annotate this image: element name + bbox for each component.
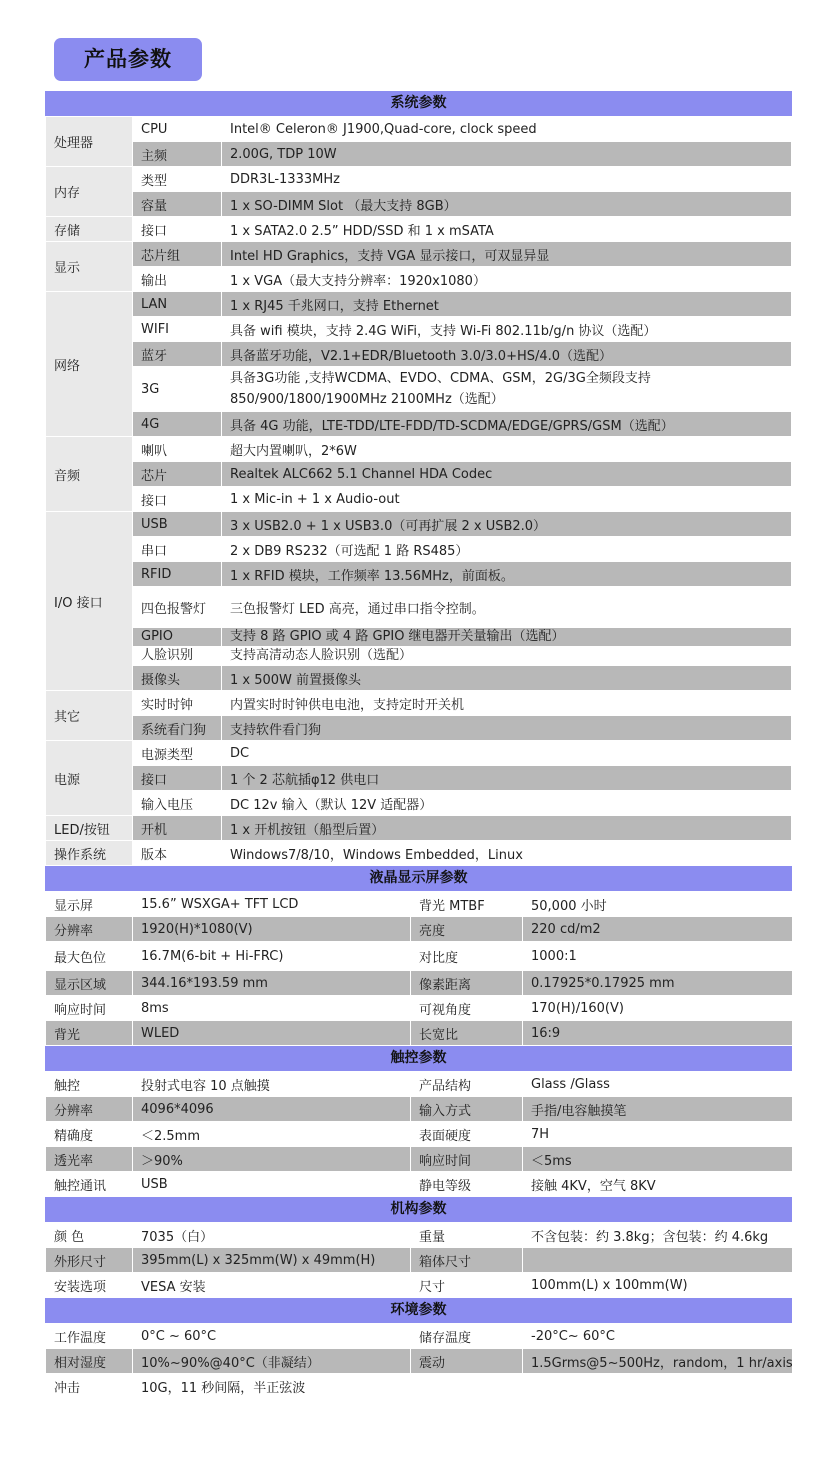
spec-value: 1.5Grms@5~500Hz，random，1 hr/axis (523, 1349, 793, 1374)
spec-key: LAN (133, 292, 222, 317)
spec-key: 相对湿度 (46, 1349, 133, 1374)
lcd-row (46, 942, 793, 971)
spec-value: 具备 4G 功能，LTE-TDD/LTE-FDD/TD-SCDMA/EDGE/GPRS/GSM（选配） (222, 412, 792, 437)
spec-key: 摄像头 (133, 666, 222, 691)
spec-key: 喇叭 (133, 437, 222, 462)
spec-value: 10%~90%@40°C（非凝结） (133, 1349, 411, 1374)
spec-value: 1 x Mic-in + 1 x Audio-out (222, 487, 792, 512)
system-spec-row (46, 691, 792, 716)
spec-value: 1 x SO-DIMM Slot （最大支持 8GB） (222, 192, 792, 217)
system-spec-row (46, 437, 792, 462)
spec-category: 操作系统 (46, 841, 133, 866)
spec-key: 分辨率 (46, 917, 133, 942)
mech-row (46, 1248, 793, 1273)
env-row (46, 1374, 793, 1399)
system-spec-row (46, 192, 792, 217)
system-spec-row (46, 317, 792, 342)
spec-value: Intel® Celeron® J1900,Quad-core, clock speed (222, 117, 792, 142)
touch-row (46, 1147, 793, 1172)
spec-key: 电源类型 (133, 741, 222, 766)
spec-key: 串口 (133, 537, 222, 562)
touch-row (46, 1097, 793, 1122)
system-spec-row (46, 217, 792, 242)
mech-row (46, 1223, 793, 1248)
spec-value: 395mm(L) x 325mm(W) x 49mm(H) (133, 1248, 411, 1273)
spec-key: 外形尺寸 (46, 1248, 133, 1273)
spec-key: 响应时间 (411, 1147, 523, 1172)
spec-key: 3G (133, 367, 222, 412)
spec-key: 最大色位 (46, 942, 133, 971)
spec-category: 显示 (46, 242, 133, 292)
system-spec-row (46, 562, 792, 587)
spec-value: 7H (523, 1122, 793, 1147)
touch-row (46, 1072, 793, 1097)
spec-key: 接口 (133, 487, 222, 512)
spec-value: 内置实时时钟供电电池，支持定时开关机 (222, 691, 792, 716)
env-row (46, 1324, 793, 1349)
system-spec-row (46, 142, 792, 167)
spec-key: 触控 (46, 1072, 133, 1097)
spec-key: 冲击 (46, 1374, 133, 1399)
system-spec-row (46, 292, 792, 317)
spec-key: 人脸识别 (133, 647, 222, 666)
section-header-system: 系统参数 (45, 91, 792, 116)
spec-value: 3 x USB2.0 + 1 x USB3.0（可再扩展 2 x USB2.0） (222, 512, 792, 537)
spec-key: 背光 MTBF (411, 892, 523, 917)
environment-spec-table (45, 1323, 793, 1399)
spec-value: 8ms (133, 996, 411, 1021)
spec-value: 16.7M(6-bit + Hi-FRC) (133, 942, 411, 971)
spec-value: 支持高清动态人脸识别（选配） (222, 647, 792, 666)
spec-value: 344.16*193.59 mm (133, 971, 411, 996)
system-spec-row (46, 487, 792, 512)
spec-value: 具备 wifi 模块，支持 2.4G WiFi，支持 Wi-Fi 802.11b/g/n 协议（选配） (222, 317, 792, 342)
spec-value: 100mm(L) x 100mm(W) (523, 1273, 793, 1298)
system-spec-row (46, 716, 792, 741)
spec-value: 1 x 开机按钮（船型后置） (222, 816, 792, 841)
lcd-row (46, 917, 793, 942)
spec-value: ＜5ms (523, 1147, 793, 1172)
system-spec-row (46, 242, 792, 267)
spec-key: 分辨率 (46, 1097, 133, 1122)
spec-value: 具备蓝牙功能，V2.1+EDR/Bluetooth 3.0/3.0+HS/4.0（选配） (222, 342, 792, 367)
spec-key: 开机 (133, 816, 222, 841)
spec-category: I/O 接口 (46, 512, 133, 691)
spec-value: 1000:1 (523, 942, 793, 971)
spec-value: 三色报警灯 LED 高亮，通过串口指令控制。 (222, 587, 792, 628)
section-header-mech: 机构参数 (45, 1197, 792, 1222)
system-spec-row (46, 791, 792, 816)
system-spec-row (46, 766, 792, 791)
section-header-lcd: 液晶显示屏参数 (45, 866, 792, 891)
spec-value: 220 cd/m2 (523, 917, 793, 942)
spec-key: 类型 (133, 167, 222, 192)
spec-value: 1 x RJ45 千兆网口，支持 Ethernet (222, 292, 792, 317)
spec-key: 蓝牙 (133, 342, 222, 367)
spec-key: 重量 (411, 1223, 523, 1248)
spec-key: 显示屏 (46, 892, 133, 917)
spec-key: 可视角度 (411, 996, 523, 1021)
spec-value: 具备3G功能 ,支持WCDMA、EVDO、CDMA、GSM，2G/3G全频段支持850/900/1800/1900MHz 2100MHz（选配） (222, 367, 792, 412)
spec-category: 其它 (46, 691, 133, 741)
spec-key: 显示区域 (46, 971, 133, 996)
system-spec-row (46, 587, 792, 628)
spec-key: 输出 (133, 267, 222, 292)
spec-value: DDR3L-1333MHz (222, 167, 792, 192)
env-row (46, 1349, 793, 1374)
spec-value: -20°C~ 60°C (523, 1324, 793, 1349)
system-spec-row (46, 367, 792, 412)
spec-value: 1 x RFID 模块，工作频率 13.56MHz，前面板。 (222, 562, 792, 587)
system-spec-row (46, 462, 792, 487)
spec-key: 系统看门狗 (133, 716, 222, 741)
spec-category: 网络 (46, 292, 133, 437)
spec-key: 像素距离 (411, 971, 523, 996)
spec-value: 支持软件看门狗 (222, 716, 792, 741)
page-title: 产品参数 (54, 38, 202, 81)
system-spec-row (46, 741, 792, 766)
section-header-env: 环境参数 (45, 1298, 792, 1323)
spec-key: 背光 (46, 1021, 133, 1046)
system-spec-row (46, 816, 792, 841)
spec-key: 工作温度 (46, 1324, 133, 1349)
spec-value: ＞90% (133, 1147, 411, 1172)
spec-key: USB (133, 512, 222, 537)
spec-category: 电源 (46, 741, 133, 816)
spec-key: 接口 (133, 217, 222, 242)
system-spec-row (46, 167, 792, 192)
spec-key: 静电等级 (411, 1172, 523, 1197)
spec-value: USB (133, 1172, 411, 1197)
system-spec-row (46, 412, 792, 437)
system-spec-row (46, 628, 792, 647)
spec-key: 输入电压 (133, 791, 222, 816)
spec-sheet (45, 91, 792, 1399)
spec-value: 1920(H)*1080(V) (133, 917, 411, 942)
spec-key: 安装选项 (46, 1273, 133, 1298)
spec-key: 产品结构 (411, 1072, 523, 1097)
spec-value: 1 个 2 芯航插φ12 供电口 (222, 766, 792, 791)
spec-value: 支持 8 路 GPIO 或 4 路 GPIO 继电器开关量输出（选配） (222, 628, 792, 647)
lcd-row (46, 996, 793, 1021)
spec-key: 储存温度 (411, 1324, 523, 1349)
spec-key: CPU (133, 117, 222, 142)
spec-key: 主频 (133, 142, 222, 167)
system-spec-table (45, 116, 792, 866)
spec-category: LED/按钮 (46, 816, 133, 841)
spec-key: 表面硬度 (411, 1122, 523, 1147)
spec-value: DC (222, 741, 792, 766)
spec-key: 箱体尺寸 (411, 1248, 523, 1273)
spec-key: 对比度 (411, 942, 523, 971)
spec-value: 10G，11 秒间隔，半正弦波 (133, 1374, 411, 1399)
spec-key (411, 1374, 523, 1399)
spec-value: WLED (133, 1021, 411, 1046)
lcd-spec-table (45, 891, 793, 1046)
mech-row (46, 1273, 793, 1298)
spec-value: 16:9 (523, 1021, 793, 1046)
spec-key: 精确度 (46, 1122, 133, 1147)
spec-value: 2 x DB9 RS232（可选配 1 路 RS485） (222, 537, 792, 562)
spec-value: 15.6” WSXGA+ TFT LCD (133, 892, 411, 917)
spec-key: 芯片 (133, 462, 222, 487)
lcd-row (46, 1021, 793, 1046)
spec-key: 实时时钟 (133, 691, 222, 716)
spec-key: 响应时间 (46, 996, 133, 1021)
spec-value (523, 1374, 793, 1399)
spec-key: 震动 (411, 1349, 523, 1374)
spec-key: 输入方式 (411, 1097, 523, 1122)
system-spec-row (46, 666, 792, 691)
spec-value: VESA 安装 (133, 1273, 411, 1298)
spec-category: 音频 (46, 437, 133, 512)
spec-key: 四色报警灯 (133, 587, 222, 628)
spec-value: 170(H)/160(V) (523, 996, 793, 1021)
spec-value: 2.00G, TDP 10W (222, 142, 792, 167)
spec-value: Intel HD Graphics，支持 VGA 显示接口，可双显异显 (222, 242, 792, 267)
spec-value: 4096*4096 (133, 1097, 411, 1122)
spec-value: Realtek ALC662 5.1 Channel HDA Codec (222, 462, 792, 487)
lcd-row (46, 971, 793, 996)
spec-value: ＜2.5mm (133, 1122, 411, 1147)
touch-row (46, 1172, 793, 1197)
spec-value: 0°C ~ 60°C (133, 1324, 411, 1349)
spec-key: GPIO (133, 628, 222, 647)
spec-key: RFID (133, 562, 222, 587)
spec-value: 接触 4KV，空气 8KV (523, 1172, 793, 1197)
section-header-touch: 触控参数 (45, 1046, 792, 1071)
spec-value: Windows7/8/10，Windows Embedded，Linux (222, 841, 792, 866)
spec-key: 接口 (133, 766, 222, 791)
spec-key: 触控通讯 (46, 1172, 133, 1197)
spec-value: Glass /Glass (523, 1072, 793, 1097)
spec-value: 1 x VGA（最大支持分辨率：1920x1080） (222, 267, 792, 292)
spec-value: 超大内置喇叭，2*6W (222, 437, 792, 462)
spec-value: 不含包装：约 3.8kg；含包装：约 4.6kg (523, 1223, 793, 1248)
spec-value: 0.17925*0.17925 mm (523, 971, 793, 996)
spec-category: 存储 (46, 217, 133, 242)
spec-value: 7035（白） (133, 1223, 411, 1248)
touch-spec-table (45, 1071, 793, 1197)
lcd-row (46, 892, 793, 917)
spec-key: WIFI (133, 317, 222, 342)
spec-category: 处理器 (46, 117, 133, 167)
spec-key: 亮度 (411, 917, 523, 942)
system-spec-row (46, 267, 792, 292)
spec-key: 4G (133, 412, 222, 437)
mechanical-spec-table (45, 1222, 793, 1298)
spec-value: 投射式电容 10 点触摸 (133, 1072, 411, 1097)
spec-key: 透光率 (46, 1147, 133, 1172)
spec-key: 芯片组 (133, 242, 222, 267)
spec-category: 内存 (46, 167, 133, 217)
spec-key: 颜 色 (46, 1223, 133, 1248)
spec-key: 容量 (133, 192, 222, 217)
touch-row (46, 1122, 793, 1147)
system-spec-row (46, 647, 792, 666)
system-spec-row (46, 512, 792, 537)
spec-key: 长宽比 (411, 1021, 523, 1046)
spec-key: 尺寸 (411, 1273, 523, 1298)
system-spec-row (46, 117, 792, 142)
system-spec-row (46, 537, 792, 562)
system-spec-row (46, 342, 792, 367)
spec-value: 手指/电容触摸笔 (523, 1097, 793, 1122)
spec-value: 1 x 500W 前置摄像头 (222, 666, 792, 691)
system-spec-row (46, 841, 792, 866)
spec-value (523, 1248, 793, 1273)
spec-value: 50,000 小时 (523, 892, 793, 917)
spec-key: 版本 (133, 841, 222, 866)
spec-value: 1 x SATA2.0 2.5” HDD/SSD 和 1 x mSATA (222, 217, 792, 242)
spec-value: DC 12v 输入（默认 12V 适配器） (222, 791, 792, 816)
